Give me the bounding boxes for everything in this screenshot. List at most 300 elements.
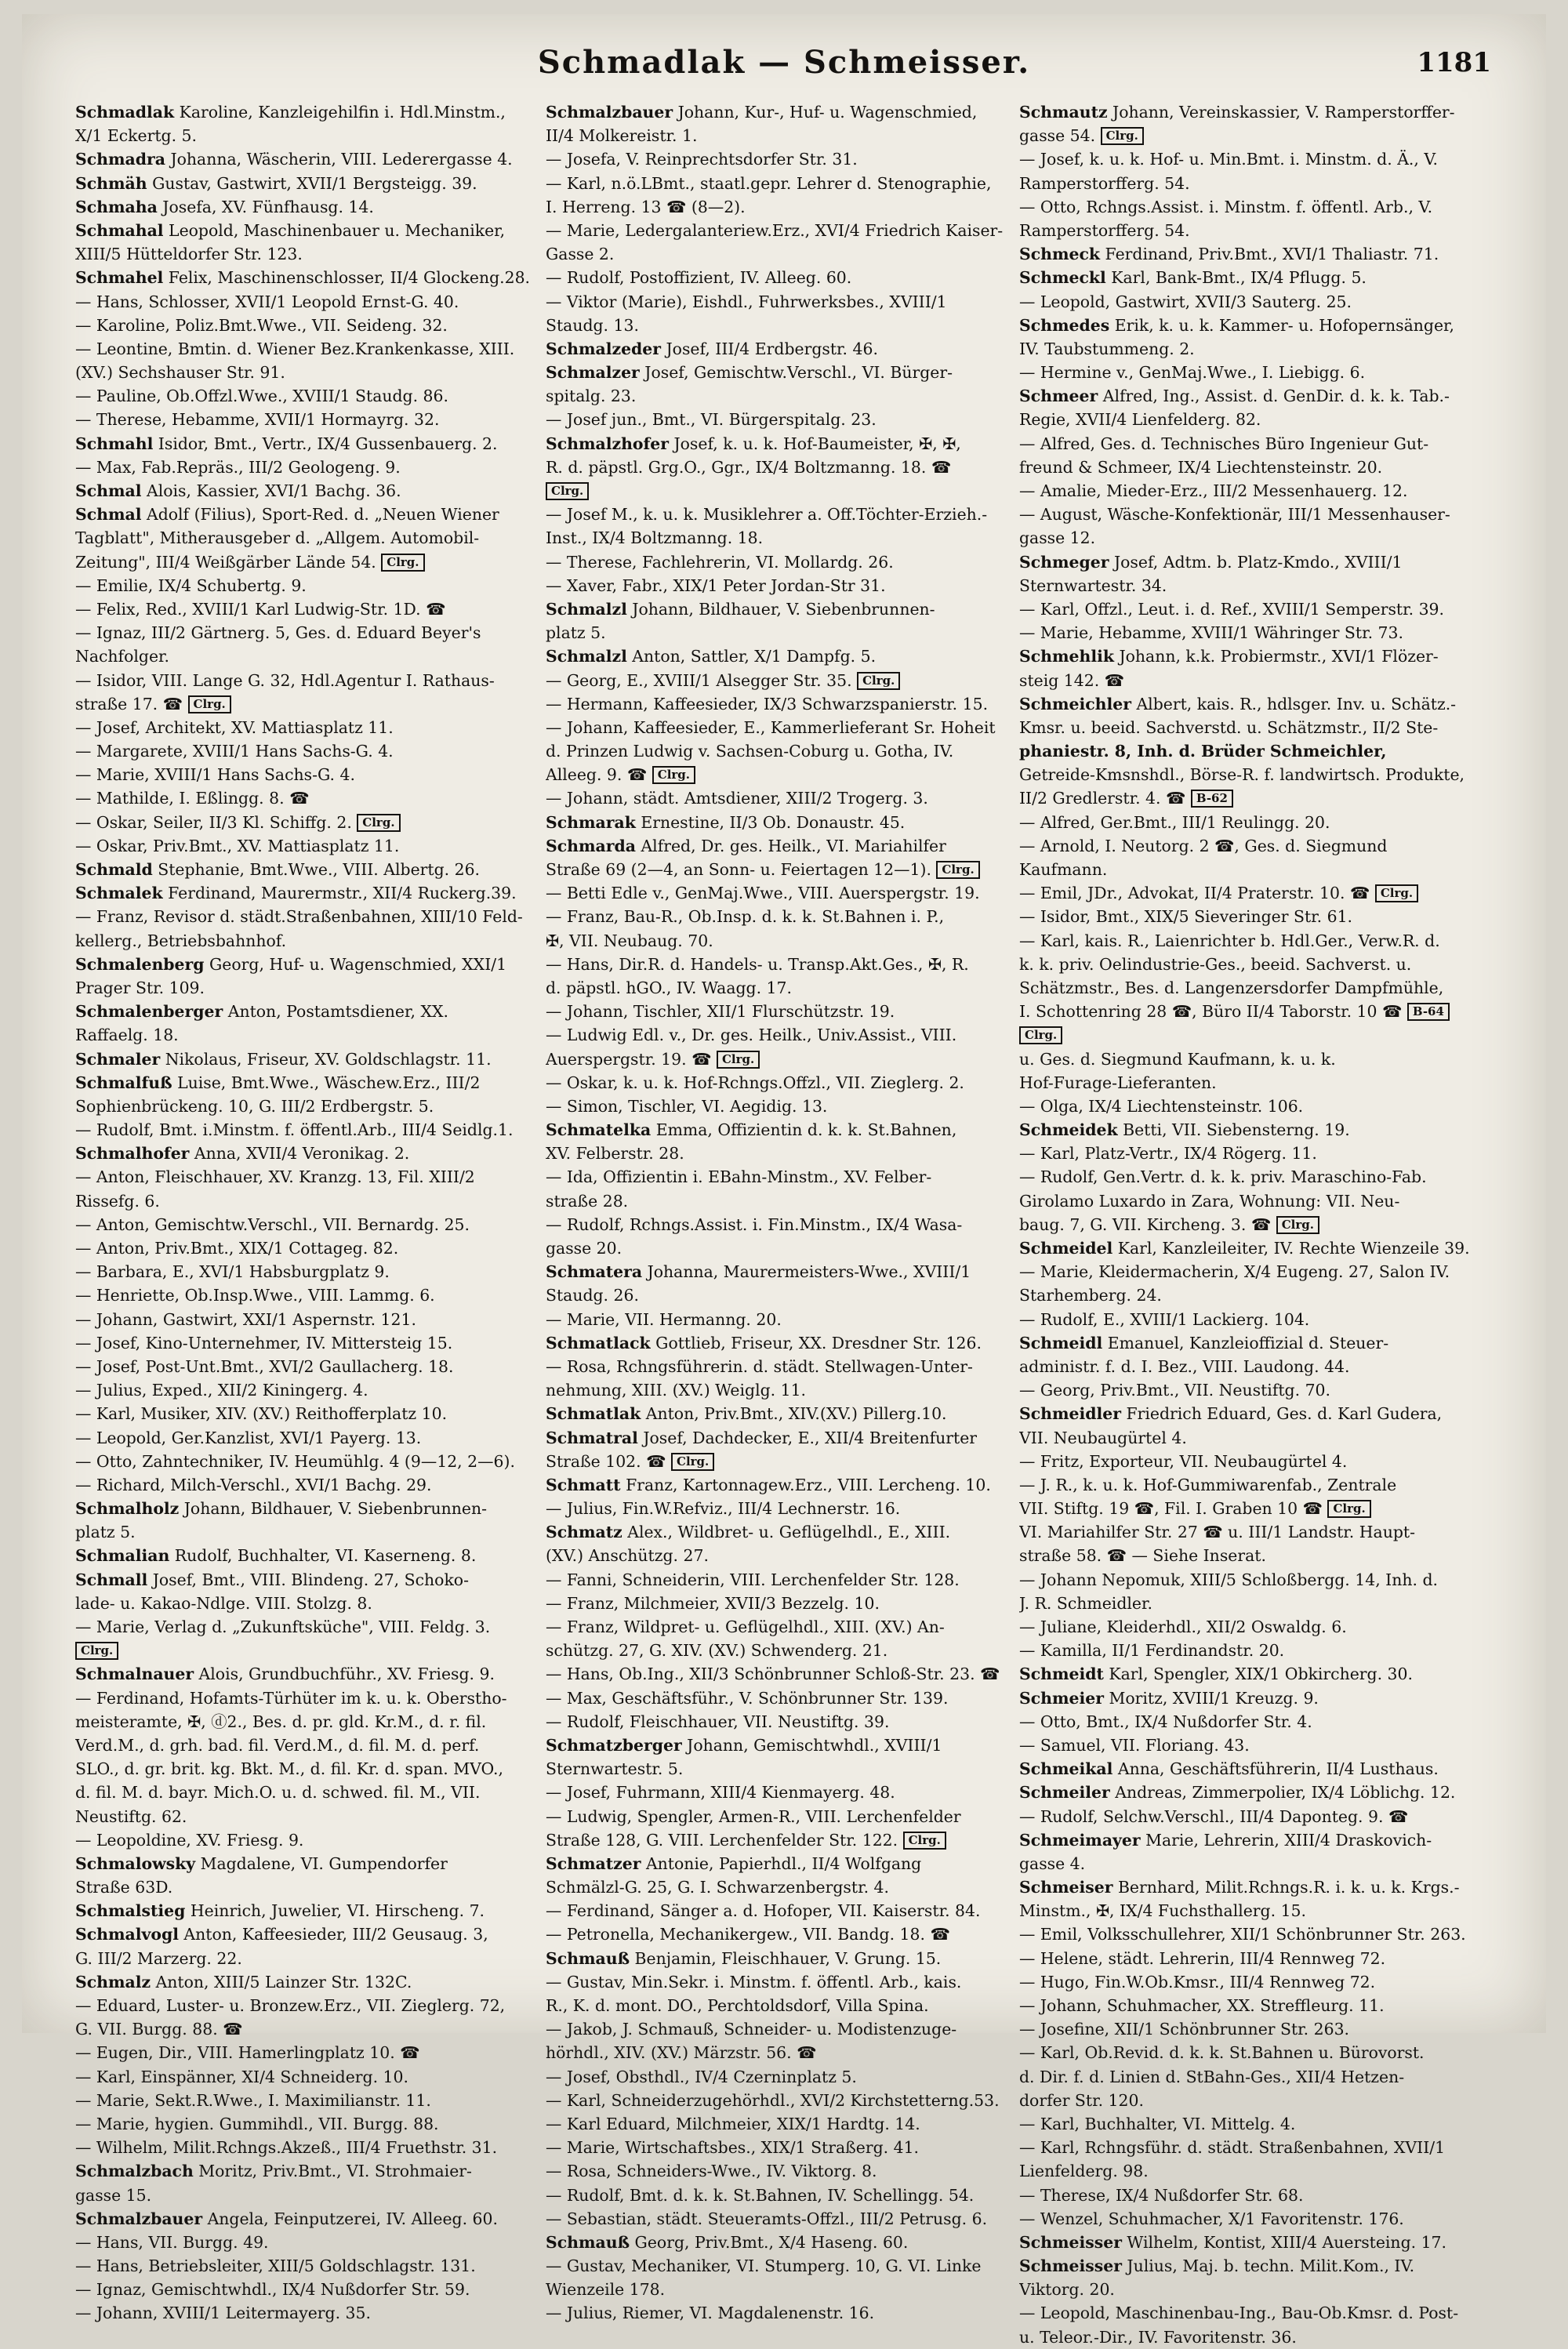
directory-line: [1019, 526, 1486, 550]
directory-line: [546, 1260, 1013, 1283]
directory-line: [75, 1402, 543, 1425]
entry-text: — Josefine, XII/1 Schönbrunner Str. 263.: [1019, 2020, 1350, 2039]
entry-text: Regie, XVII/4 Lienfelderg. 82.: [1019, 410, 1261, 430]
directory-line: [75, 1283, 543, 1307]
directory-line: [546, 2184, 1013, 2207]
entry-text: Josef, Dachdecker, E., XII/4 Breitenfurter: [637, 1428, 978, 1447]
directory-line: [1019, 479, 1486, 503]
directory-line: [546, 786, 1013, 810]
entry-text: Anna, XVII/4 Veronikag. 2.: [189, 1144, 410, 1164]
directory-line: [1019, 2231, 1486, 2254]
directory-line: [75, 597, 543, 621]
directory-line: [75, 763, 543, 786]
surname: Schmeidler: [1019, 1404, 1121, 1424]
entry-text: — August, Wäsche-Konfektionär, III/1 Messenhauser-: [1019, 505, 1450, 525]
directory-line: [546, 2089, 1013, 2112]
clearing-badge: Clrg.: [857, 672, 900, 690]
directory-line: [546, 1592, 1013, 1615]
directory-line: [1019, 1308, 1486, 1331]
directory-line: [546, 1283, 1013, 1307]
surname: Schmalnauer: [75, 1665, 194, 1684]
entry-text: — Barbara, E., XVI/1 Habsburgplatz 9.: [75, 1262, 390, 1282]
entry-text: — Emil, Volksschullehrer, XII/1 Schönbrunner Str. 263.: [1019, 1925, 1466, 1944]
directory-line: [1019, 2112, 1486, 2136]
directory-line: [1019, 1378, 1486, 1402]
entry-text: d. fil. M. d. bayr. Mich.O. u. d. schwed. fil. M., VII.: [75, 1783, 481, 1803]
directory-line: [1019, 1355, 1486, 1378]
directory-line: [75, 1426, 543, 1450]
directory-line: [1019, 1213, 1486, 1236]
directory-line: [1019, 2301, 1486, 2325]
directory-line: [75, 432, 543, 456]
entry-text: VII. Neubaugürtel 4.: [1019, 1428, 1187, 1447]
entry-text: — Therese, Fachlehrerin, VI. Mollardg. 26.: [546, 552, 894, 572]
directory-line: [546, 1686, 1013, 1710]
entry-text: Josefa, XV. Fünfhausg. 14.: [157, 197, 374, 216]
entry-text: Alois, Grundbuchführ., XV. Friesg. 9.: [194, 1665, 495, 1684]
directory-line: [75, 361, 543, 384]
surname: Schmalowsky: [75, 1853, 196, 1873]
entry-text: — Xaver, Fabr., XIX/1 Peter Jordan-Str 31.: [546, 575, 886, 595]
entry-text: — Karl, kais. R., Laienrichter b. Hdl.Ger., Verw.R. d.: [1019, 931, 1440, 950]
entry-text: Girolamo Luxardo in Zara, Wohnung: VII. Neu-: [1019, 1191, 1400, 1211]
entry-text: — Therese, Hebamme, XVII/1 Hormayrg. 32.: [75, 410, 440, 430]
directory-line: [75, 976, 543, 1000]
entry-text: Betti, VII. Siebensterng. 19.: [1117, 1120, 1350, 1140]
entry-text: — Marie, Kleidermacherin, X/4 Eugeng. 27, Salon IV.: [1019, 1262, 1450, 1282]
entry-text: R., K. d. mont. DO., Perchtoldsdorf, Villa Spina.: [546, 1996, 929, 2015]
entry-text: — Juliane, Kleiderhdl., XII/2 Oswaldg. 6.: [1019, 1617, 1347, 1636]
entry-text: — Hans, VII. Burgg. 49.: [75, 2232, 269, 2252]
surname: Schmatelka: [546, 1120, 652, 1140]
entry-text: — Karl, Rchngsführ. d. städt. Straßenbahnen, XVII/1: [1019, 2138, 1446, 2158]
entry-text: Luise, Bmt.Wwe., Wäschew.Erz., III/2: [172, 1073, 481, 1092]
directory-line: [75, 1947, 543, 1970]
surname: Schmahl: [75, 434, 154, 453]
directory-line: [75, 929, 543, 953]
entry-text: — Helene, städt. Lehrerin, III/4 Rennweg 72.: [1019, 1948, 1386, 1968]
entry-text: — Ida, Offizientin i. EBahn-Minstm., XV. Felber-: [546, 1167, 932, 1187]
entry-text: Josef, k. u. k. Hof-Baumeister, ✠, ✠,: [669, 434, 961, 453]
directory-line: [75, 314, 543, 337]
clearing-badge: Clrg.: [717, 1051, 760, 1069]
directory-line: [546, 1071, 1013, 1095]
entry-text: Josef, Adtm. b. Platz-Kmdo., XVIII/1: [1109, 552, 1403, 572]
surname: Schmeer: [1019, 387, 1098, 406]
entry-text: — Rudolf, Gen.Vertr. d. k. k. priv. Maraschino-Fab.: [1019, 1167, 1427, 1187]
directory-line: [546, 1947, 1013, 1970]
entry-text: — Leopold, Ger.Kanzlist, XVI/1 Payerg. 13.: [75, 1428, 422, 1447]
directory-line: [546, 1568, 1013, 1592]
entry-text: Felix, Maschinenschlosser, II/4 Glockeng.28.: [163, 268, 531, 288]
surname: Schmalenberg: [75, 954, 205, 974]
directory-line: [546, 692, 1013, 716]
directory-line: [546, 1355, 1013, 1378]
directory-line: [75, 1734, 543, 1757]
entry-text: Alfred, Dr. ges. Heilk., VI. Mariahilfer: [635, 836, 946, 855]
directory-line: [75, 1970, 543, 1994]
directory-line: [546, 1165, 1013, 1189]
entry-text: — Simon, Tischler, VI. Aegidig. 13.: [546, 1096, 828, 1116]
entry-text: — Johann, städt. Amtsdiener, XIII/2 Trogerg. 3.: [546, 789, 928, 808]
directory-line: [546, 1095, 1013, 1118]
entry-text: straße 17. ☎: [75, 694, 183, 713]
directory-line: [75, 1710, 543, 1734]
directory-line: [75, 644, 543, 668]
directory-line: [546, 574, 1013, 597]
directory-line: [75, 337, 543, 361]
surname: Schmalek: [75, 884, 163, 903]
surname: Schmald: [75, 860, 153, 879]
entry-text: (XV.) Anschützg. 27.: [546, 1546, 709, 1566]
entry-text: Johann, Gemischtwhdl., XVIII/1: [681, 1735, 942, 1755]
entry-text: — Amalie, Mieder-Erz., III/2 Messenhauerg. 12.: [1019, 481, 1408, 500]
entry-text: d. päpstl. hGO., IV. Waagg. 17.: [546, 978, 792, 997]
surname: Schmalzhofer: [546, 434, 669, 453]
directory-line: [75, 195, 543, 219]
entry-text: Antonie, Papierhdl., II/4 Wolfgang: [641, 1853, 922, 1873]
directory-line: [546, 2301, 1013, 2325]
entry-text: Neustiftg. 62.: [75, 1806, 187, 1826]
entry-text: Sophienbrückeng. 10, G. III/2 Erdbergstr. 5.: [75, 1096, 434, 1116]
entry-text: — Karl, Schneiderzugehörhdl., XVI/2 Kirchstetterng.53.: [546, 2090, 1000, 2110]
entry-text: Minstm., ✠, IX/4 Fuchsthallerg. 15.: [1019, 1901, 1306, 1921]
surname: Schmeikal: [1019, 1759, 1113, 1779]
directory-line: [1019, 644, 1486, 668]
directory-line: [75, 574, 543, 597]
entry-text: — Josef, Fuhrmann, XIII/4 Kienmayerg. 48.: [546, 1783, 895, 1803]
directory-line: [75, 1331, 543, 1355]
directory-line: [546, 834, 1013, 858]
directory-line: [1019, 1805, 1486, 1828]
directory-line: [546, 1757, 1013, 1781]
entry-text: Albert, kais. R., hdlsger. Inv. u. Schätz.-: [1131, 694, 1457, 713]
entry-text: Johann, Bildhauer, V. Siebenbrunnen-: [179, 1499, 487, 1519]
directory-line: [75, 2041, 543, 2064]
directory-line: [75, 1592, 543, 1615]
entry-text: straße 58. ☎ — Siehe Inserat.: [1019, 1546, 1266, 1566]
directory-line: [546, 1213, 1013, 1236]
directory-line: [1019, 1710, 1486, 1734]
clearing-badge: Clrg.: [652, 766, 695, 784]
running-head: Schmadlak — Schmeisser.: [537, 44, 1031, 81]
directory-line: [1019, 384, 1486, 408]
entry-text: steig 142. ☎: [1019, 670, 1125, 690]
entry-text: spitalg. 23.: [546, 387, 637, 406]
directory-line: [1019, 881, 1486, 905]
surname: Schmalzeder: [546, 339, 662, 358]
surname: Schmeidt: [1019, 1665, 1104, 1684]
directory-line: [75, 1308, 543, 1331]
entry-text: — Otto, Zahntechniker, IV. Heumühlg. 4 (9—12, 2—6).: [75, 1451, 515, 1471]
directory-line: [546, 716, 1013, 739]
directory-line: [1019, 1473, 1486, 1497]
entry-text: phaniestr. 8, Inh. d. Brüder Schmeichler,: [1019, 742, 1387, 761]
directory-line: [1019, 219, 1486, 242]
directory-line: [1019, 1520, 1486, 1544]
clearing-badge: Clrg.: [188, 695, 231, 713]
directory-page: [22, 14, 1546, 2347]
entry-text: — Ludwig Edl. v., Dr. ges. Heilk., Univ.Assist., VIII.: [546, 1026, 957, 1045]
directory-line: [1019, 1023, 1486, 1047]
entry-text: X/1 Eckertg. 5.: [75, 126, 197, 146]
entry-text: Gasse 2.: [546, 245, 615, 264]
surname: Schmalzer: [546, 363, 640, 383]
page-number: 1181: [1417, 47, 1491, 78]
directory-line: [1019, 2065, 1486, 2089]
entry-text: J. R. Schmeidler.: [1019, 1593, 1152, 1613]
directory-line: [546, 1426, 1013, 1450]
entry-text: Isidor, Bmt., Vertr., IX/4 Gussenbauerg. 2.: [153, 434, 498, 453]
entry-text: — Ignaz, Gemischtwhdl., IX/4 Nußdorfer Str. 59.: [75, 2280, 470, 2300]
directory-line: [546, 361, 1013, 384]
directory-line: [1019, 976, 1486, 1000]
entry-text: — Betti Edle v., GenMaj.Wwe., VIII. Auerspergstr. 19.: [546, 884, 980, 903]
directory-line: [546, 266, 1013, 289]
directory-line: [546, 929, 1013, 953]
entry-text: — Karl, Buchhalter, VI. Mittelg. 4.: [1019, 2114, 1296, 2133]
surname: Schmatzer: [546, 1853, 641, 1873]
entry-text: d. Prinzen Ludwig v. Sachsen-Coburg u. Gotha, IV.: [546, 742, 954, 761]
directory-line: [1019, 432, 1486, 456]
clearing-badge: Clrg.: [1101, 127, 1144, 145]
entry-text: Anton, XIII/5 Lainzer Str. 132C.: [151, 1972, 412, 1991]
entry-text: Lienfelderg. 98.: [1019, 2162, 1149, 2181]
directory-line: [546, 1970, 1013, 1994]
directory-line: [75, 2207, 543, 2231]
entry-text: Rudolf, Buchhalter, VI. Kaserneng. 8.: [169, 1546, 477, 1566]
directory-line: [75, 1922, 543, 1946]
directory-line: [546, 1047, 1013, 1071]
entry-text: schützg. 27, G. XIV. (XV.) Schwenderg. 21.: [546, 1641, 888, 1661]
directory-line: [1019, 195, 1486, 219]
entry-text: — Karl, Offzl., Leut. i. d. Ref., XVIII/1 Semperstr. 39.: [1019, 599, 1445, 619]
entry-text: Rissefg. 6.: [75, 1191, 160, 1211]
directory-line: [75, 219, 543, 242]
entry-text: Alfred, Ing., Assist. d. GenDir. d. k. k. Tab.-: [1098, 387, 1450, 406]
directory-line: [546, 2136, 1013, 2159]
entry-text: — Henriette, Ob.Insp.Wwe., VIII. Lammg. 6.: [75, 1286, 435, 1305]
entry-text: — Felix, Red., XVIII/1 Karl Ludwig-Str. 1D. ☎: [75, 599, 446, 619]
entry-text: ✠, VII. Neubaug. 70.: [546, 931, 713, 950]
entry-text: — Ferdinand, Sänger a. d. Hofoper, VII. Kaiserstr. 84.: [546, 1901, 981, 1921]
entry-text: — Josef, Obsthdl., IV/4 Czerninplatz 5.: [546, 2067, 857, 2086]
directory-line: [75, 1071, 543, 1095]
entry-text: — Margarete, XVIII/1 Hans Sachs-G. 4.: [75, 742, 394, 761]
directory-line: [546, 2017, 1013, 2041]
entry-text: — Hans, Dir.R. d. Handels- u. Transp.Akt.Ges., ✠, R.: [546, 954, 969, 974]
entry-text: Auerspergstr. 19. ☎: [546, 1049, 712, 1069]
surname: Schmahal: [75, 220, 164, 240]
directory-line: [546, 644, 1013, 668]
entry-text: Johanna, Maurermeisters-Wwe., XVIII/1: [642, 1262, 971, 1282]
directory-line: [546, 1828, 1013, 1852]
directory-line: [75, 1852, 543, 1875]
entry-text: — Gustav, Mechaniker, VI. Stumperg. 10, G. VI. Linke: [546, 2256, 982, 2276]
directory-line: [75, 1000, 543, 1023]
entry-text: Starhemberg. 24.: [1019, 1286, 1162, 1305]
entry-text: — Georg, Priv.Bmt., VII. Neustiftg. 70.: [1019, 1381, 1330, 1400]
surname: Schmalz: [75, 1972, 151, 1991]
directory-line: [75, 147, 543, 171]
clearing-badge: B-64: [1407, 1003, 1450, 1021]
directory-line: [1019, 1047, 1486, 1071]
directory-line: [1019, 669, 1486, 692]
directory-line: [546, 1402, 1013, 1425]
directory-line: [546, 976, 1013, 1000]
directory-line: [1019, 266, 1486, 289]
entry-text: — Karl Eduard, Milchmeier, XIX/1 Hardtg. 14.: [546, 2114, 920, 2133]
entry-text: — Marie, Sekt.R.Wwe., I. Maximilianstr. 11.: [75, 2090, 431, 2110]
entry-text: lade- u. Kakao-Ndlge. VIII. Stolzg. 8.: [75, 1593, 372, 1613]
directory-line: [546, 314, 1013, 337]
entry-text: Nachfolger.: [75, 647, 170, 666]
clearing-badge: Clrg.: [546, 482, 589, 500]
directory-line: [1019, 147, 1486, 171]
surname: Schmahel: [75, 268, 164, 288]
entry-text: — Georg, E., XVIII/1 Alsegger Str. 35.: [546, 670, 852, 690]
directory-line: [75, 1568, 543, 1592]
directory-line: [1019, 1236, 1486, 1260]
surname: Schmeckl: [1019, 268, 1106, 288]
directory-line: [1019, 2136, 1486, 2159]
entry-text: — Julius, Exped., XII/2 Kiningerg. 4.: [75, 1381, 368, 1400]
surname: Schmatlak: [546, 1404, 641, 1424]
directory-line: [1019, 763, 1486, 786]
entry-text: — Franz, Revisor d. städt.Straßenbahnen, XIII/10 Feld-: [75, 907, 523, 927]
entry-text: — Leopoldine, XV. Friesg. 9.: [75, 1830, 304, 1850]
entry-text: gasse 4.: [1019, 1853, 1086, 1873]
entry-text: Schätzmstr., Bes. d. Langenzersdorfer Dampfmühle,: [1019, 978, 1444, 997]
entry-text: nehmung, XIII. (XV.) Weiglg. 11.: [546, 1381, 807, 1400]
directory-line: [75, 1781, 543, 1804]
entry-text: — Viktor (Marie), Eishdl., Fuhrwerksbes., XVIII/1: [546, 292, 947, 311]
directory-line: [546, 219, 1013, 242]
directory-line: [1019, 2159, 1486, 2183]
directory-line: [546, 763, 1013, 786]
entry-text: Johanna, Wäscherin, VIII. Lederergasse 4.: [165, 150, 513, 169]
directory-line: [546, 669, 1013, 692]
entry-text: Anton, Kaffeesieder, III/2 Geusaug. 3,: [178, 1925, 488, 1944]
directory-line: [75, 692, 543, 716]
entry-text: Ernestine, II/3 Ob. Donaustr. 45.: [635, 812, 906, 832]
entry-text: Karl, Kanzleileiter, IV. Rechte Wienzeile 39.: [1112, 1239, 1470, 1258]
entry-text: Wilhelm, Kontist, XIII/4 Auersteing. 17.: [1121, 2232, 1447, 2252]
surname: Schmalstieg: [75, 1901, 186, 1921]
entry-text: — Karoline, Poliz.Bmt.Wwe., VII. Seideng. 32.: [75, 315, 448, 335]
directory-line: [546, 1236, 1013, 1260]
directory-line: [1019, 1970, 1486, 1994]
directory-line: [75, 503, 543, 526]
entry-text: hörhdl., XIV. (XV.) Märzstr. 56. ☎: [546, 2043, 817, 2063]
directory-line: [1019, 834, 1486, 858]
entry-text: — Hans, Betriebsleiter, XIII/5 Goldschlagstr. 131.: [75, 2256, 476, 2276]
entry-text: Alex., Wildbret- u. Geflügelhdl., E., XIII.: [622, 1523, 951, 1542]
directory-line: [546, 2254, 1013, 2278]
directory-line: [1019, 361, 1486, 384]
directory-line: [1019, 290, 1486, 314]
entry-text: — Johann, XVIII/1 Leitermayerg. 35.: [75, 2304, 371, 2323]
directory-line: [546, 1994, 1013, 2017]
directory-line: [546, 1023, 1013, 1047]
directory-line: [75, 1118, 543, 1142]
entry-text: — Marie, XVIII/1 Hans Sachs-G. 4.: [75, 765, 355, 785]
directory-line: [546, 479, 1013, 503]
entry-text: — J. R., k. u. k. Hof-Gummiwarenfab., Zentrale: [1019, 1475, 1397, 1494]
entry-text: — Alfred, Ges. d. Technisches Büro Ingenieur Gut-: [1019, 434, 1429, 453]
directory-line: [546, 550, 1013, 574]
directory-line: [75, 2159, 543, 2183]
clearing-badge: Clrg.: [75, 1642, 118, 1660]
directory-line: [1019, 905, 1486, 928]
directory-line: [1019, 2089, 1486, 2112]
directory-line: [1019, 2278, 1486, 2301]
directory-line: [75, 1189, 543, 1213]
entry-text: — Anton, Gemischtw.Verschl., VII. Bernardg. 25.: [75, 1214, 470, 1234]
entry-text: meisteramte, ✠, ⓓ2., Bes. d. pr. gld. Kr.M., d. r. fil.: [75, 1712, 487, 1731]
entry-text: — Karl, Platz-Vertr., IX/4 Rögerg. 11.: [1019, 1144, 1317, 1164]
entry-text: Alois, Kassier, XVI/1 Bachg. 36.: [141, 481, 401, 500]
directory-line: [1019, 2207, 1486, 2231]
clearing-badge: Clrg.: [1327, 1500, 1370, 1518]
entry-text: — Max, Geschäftsführ., V. Schönbrunner Str. 139.: [546, 1688, 949, 1708]
entry-text: — Hermine v., GenMaj.Wwe., I. Liebigg. 6.: [1019, 363, 1366, 383]
directory-line: [546, 621, 1013, 644]
directory-line: [1019, 1450, 1486, 1473]
directory-line: [75, 953, 543, 976]
directory-line: [546, 1781, 1013, 1804]
entry-text: — Gustav, Min.Sekr. i. Minstm. f. öffentl. Arb., kais.: [546, 1972, 962, 1991]
entry-text: — Wenzel, Schuhmacher, X/1 Favoritenstr. 176.: [1019, 2209, 1404, 2228]
directory-line: [1019, 1734, 1486, 1757]
surname: Schmeier: [1019, 1688, 1104, 1708]
directory-line: [1019, 1662, 1486, 1686]
directory-line: [1019, 739, 1486, 763]
entry-text: Prager Str. 109.: [75, 978, 205, 997]
surname: Schmaler: [75, 1049, 161, 1069]
directory-line: [75, 1899, 543, 1922]
entry-text: XIII/5 Hütteldorfer Str. 123.: [75, 245, 303, 264]
entry-text: IV. Taubstummeng. 2.: [1019, 339, 1195, 358]
entry-text: SLO., d. gr. brit. kg. Bkt. M., d. fil. Kr. d. span. MVO.,: [75, 1759, 504, 1779]
directory-line: [75, 1875, 543, 1899]
directory-line: [1019, 1828, 1486, 1852]
entry-text: Bernhard, Milit.Rchngs.R. i. k. u. k. Krgs.-: [1112, 1878, 1460, 1897]
entry-text: — Rudolf, Fleischhauer, VII. Neustiftg. 39.: [546, 1712, 890, 1731]
directory-line: [75, 1828, 543, 1852]
entry-text: Alleeg. 9. ☎: [546, 765, 648, 785]
directory-line: [75, 2089, 543, 2112]
surname: Schmauß: [546, 1948, 630, 1968]
directory-line: [1019, 1615, 1486, 1639]
clearing-badge: Clrg.: [357, 814, 400, 832]
entry-text: Anton, Priv.Bmt., XIV.(XV.) Pillerg.10.: [641, 1404, 947, 1424]
column-2: [546, 100, 1013, 2325]
directory-line: [546, 2112, 1013, 2136]
directory-line: [546, 881, 1013, 905]
entry-text: — Karl, Einspänner, XI/4 Schneiderg. 10.: [75, 2067, 408, 2086]
entry-text: — Isidor, Bmt., XIX/5 Sieveringer Str. 61.: [1019, 907, 1353, 927]
entry-text: Johann, Kur-, Huf- u. Wagenschmied,: [673, 103, 978, 122]
entry-text: Ramperstorfferg. 54.: [1019, 173, 1190, 193]
directory-line: [1019, 1781, 1486, 1804]
directory-line: [546, 1142, 1013, 1165]
directory-line: [75, 1757, 543, 1781]
directory-line: [1019, 1497, 1486, 1520]
entry-text: (XV.) Sechshauser Str. 91.: [75, 363, 285, 383]
directory-line: [546, 1497, 1013, 1520]
entry-text: Getreide-Kmsnshdl., Börse-R. f. landwirtsch. Produkte,: [1019, 765, 1465, 785]
